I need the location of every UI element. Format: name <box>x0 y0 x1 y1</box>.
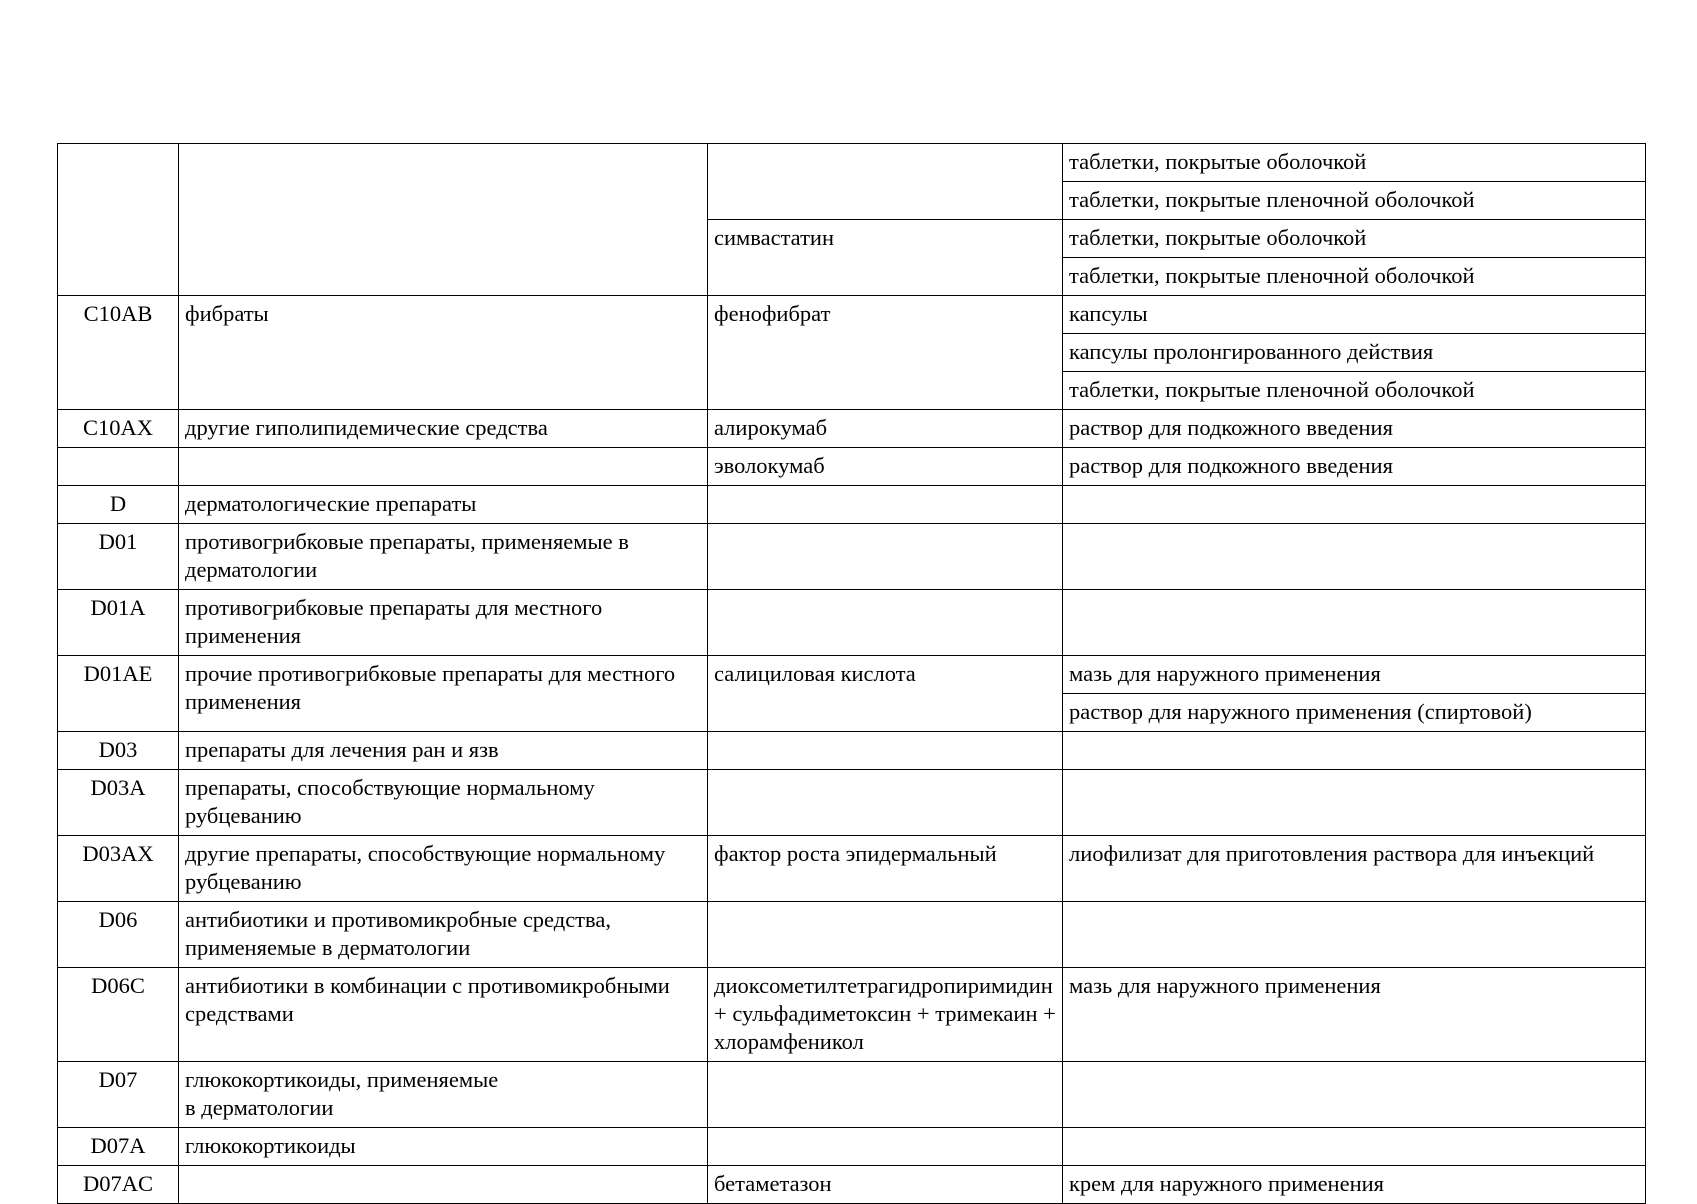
atc-code-cell: D07 <box>58 1062 179 1128</box>
drug-name-cell <box>708 590 1063 656</box>
drug-name-cell <box>708 732 1063 770</box>
drug-name-cell: салициловая кислота <box>708 656 1063 732</box>
drug-name-cell: фактор роста эпидермальный <box>708 836 1063 902</box>
group-name-cell: препараты для лечения ран и язв <box>179 732 708 770</box>
table-row <box>58 1062 1646 1128</box>
dosage-form-cell: капсулы пролонгированного действия <box>1063 334 1646 372</box>
dosage-form-cell: таблетки, покрытые пленочной оболочкой <box>1063 258 1646 296</box>
drug-name-cell <box>708 524 1063 590</box>
drug-name-cell: алирокумаб <box>708 410 1063 448</box>
dosage-form-cell <box>1063 1128 1646 1166</box>
dosage-form-cell: таблетки, покрытые оболочкой <box>1063 220 1646 258</box>
dosage-form-cell <box>1063 770 1646 836</box>
group-name-cell <box>179 1166 708 1204</box>
dosage-form-cell <box>1063 732 1646 770</box>
table-row <box>58 296 1646 334</box>
group-name-cell: препараты, способствующие нормальному рубцеванию <box>179 770 708 836</box>
atc-code-cell <box>58 448 179 486</box>
group-name-cell: глюкокортикоиды, применяемые в дерматологии <box>179 1062 708 1128</box>
table-row <box>58 902 1646 968</box>
group-name-cell: антибиотики в комбинации с противомикробными средствами <box>179 968 708 1062</box>
atc-code-cell: D03AX <box>58 836 179 902</box>
table-row <box>58 486 1646 524</box>
table-row <box>58 590 1646 656</box>
atc-code-cell: D03A <box>58 770 179 836</box>
group-name-cell: другие препараты, способствующие нормальному рубцеванию <box>179 836 708 902</box>
atc-code-cell: D01AE <box>58 656 179 732</box>
group-name-cell: глюкокортикоиды <box>179 1128 708 1166</box>
table-row <box>58 732 1646 770</box>
atc-code-cell: C10AB <box>58 296 179 410</box>
group-name-cell: дерматологические препараты <box>179 486 708 524</box>
group-name-cell <box>179 448 708 486</box>
atc-code-cell: D07AC <box>58 1166 179 1204</box>
dosage-form-cell: таблетки, покрытые пленочной оболочкой <box>1063 182 1646 220</box>
group-name-cell: другие гиполипидемические средства <box>179 410 708 448</box>
drug-name-cell <box>708 1128 1063 1166</box>
dosage-form-cell <box>1063 486 1646 524</box>
dosage-form-cell: раствор для подкожного введения <box>1063 410 1646 448</box>
dosage-form-cell: лиофилизат для приготовления раствора для инъекций <box>1063 836 1646 902</box>
group-name-cell: противогрибковые препараты, применяемые в дерматологии <box>179 524 708 590</box>
group-name-cell: фибраты <box>179 296 708 410</box>
table-row <box>58 656 1646 694</box>
table-row <box>58 1128 1646 1166</box>
atc-code-cell: D06C <box>58 968 179 1062</box>
dosage-form-cell <box>1063 902 1646 968</box>
drug-name-cell <box>708 1062 1063 1128</box>
table-row <box>58 836 1646 902</box>
table-row <box>58 410 1646 448</box>
atc-code-cell: D06 <box>58 902 179 968</box>
dosage-form-cell: мазь для наружного применения <box>1063 968 1646 1062</box>
table-row <box>58 448 1646 486</box>
table-row <box>58 524 1646 590</box>
drug-name-cell: симвастатин <box>708 220 1063 296</box>
atc-code-cell: D03 <box>58 732 179 770</box>
atc-code-cell: D <box>58 486 179 524</box>
dosage-form-cell: таблетки, покрытые оболочкой <box>1063 144 1646 182</box>
drug-name-cell <box>708 486 1063 524</box>
dosage-form-cell: таблетки, покрытые пленочной оболочкой <box>1063 372 1646 410</box>
drug-classification-table <box>57 143 1646 1204</box>
dosage-form-cell <box>1063 590 1646 656</box>
drug-name-cell: эволокумаб <box>708 448 1063 486</box>
drug-name-cell: фенофибрат <box>708 296 1063 410</box>
table-row <box>58 144 1646 182</box>
dosage-form-cell: раствор для наружного применения (спиртовой) <box>1063 694 1646 732</box>
dosage-form-cell: крем для наружного применения <box>1063 1166 1646 1204</box>
table-row <box>58 968 1646 1062</box>
dosage-form-cell <box>1063 1062 1646 1128</box>
atc-code-cell: C10AX <box>58 410 179 448</box>
group-name-cell: прочие противогрибковые препараты для местного применения <box>179 656 708 732</box>
group-name-cell: антибиотики и противомикробные средства, применяемые в дерматологии <box>179 902 708 968</box>
dosage-form-cell: мазь для наружного применения <box>1063 656 1646 694</box>
dosage-form-cell <box>1063 524 1646 590</box>
group-name-cell <box>179 144 708 296</box>
table-row <box>58 770 1646 836</box>
group-name-cell: противогрибковые препараты для местного применения <box>179 590 708 656</box>
drug-name-cell: диоксометилтетрагидропиримидин + сульфадиметоксин + тримекаин + хлорамфеникол <box>708 968 1063 1062</box>
atc-code-cell: D07A <box>58 1128 179 1166</box>
dosage-form-cell: раствор для подкожного введения <box>1063 448 1646 486</box>
table-row <box>58 1166 1646 1204</box>
atc-code-cell: D01A <box>58 590 179 656</box>
dosage-form-cell: капсулы <box>1063 296 1646 334</box>
drug-name-cell <box>708 770 1063 836</box>
atc-code-cell <box>58 144 179 296</box>
drug-name-cell: бетаметазон <box>708 1166 1063 1204</box>
drug-name-cell <box>708 902 1063 968</box>
drug-name-cell <box>708 144 1063 220</box>
atc-code-cell: D01 <box>58 524 179 590</box>
